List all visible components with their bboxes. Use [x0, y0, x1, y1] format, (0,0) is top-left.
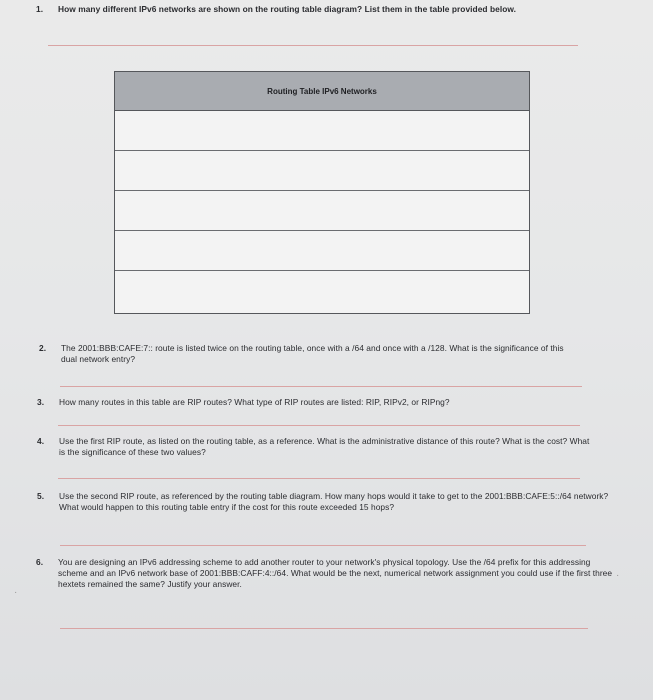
question-text: How many routes in this table are RIP routes? What type of RIP routes are listed: RIP, RIPv2, or RIPng?: [59, 397, 450, 407]
routing-table-row[interactable]: [115, 111, 529, 151]
answer-line: [60, 386, 582, 387]
question-text: How many different IPv6 networks are shown on the routing table diagram? List them in the table provided below.: [58, 4, 517, 14]
answer-line: [60, 545, 586, 546]
routing-table: [114, 71, 530, 314]
answer-line: [58, 425, 580, 426]
question-text: You are designing an IPv6 addressing scheme to add another router to your network's physical topology. Use the /64 prefix for this addressing scheme and an IPv6 network base of 2001:BBB:CAFF:4::/64. What would be the next, numerical network assignment you could use if the first three hextets remained the same? Justify your answer.: [58, 557, 613, 589]
question-text: Use the first RIP route, as listed on the routing table, as a reference. What is the administrative distance of this route? What is the cost? What is the significance of these two values?: [59, 436, 590, 457]
answer-line: [48, 45, 578, 46]
question-text: The 2001:BBB:CAFE:7:: route is listed twice on the routing table, once with a /64 and once with a /128. What is the significance of this dual network entry?: [61, 343, 564, 364]
question-text: Use the second RIP route, as referenced by the routing table diagram. How many hops would it take to get to the 2001:BBB:CAFE:5::/64 network? What would happen to this routing table entry if the cost for this route exceeded 15 hops?: [59, 491, 609, 512]
routing-table-row[interactable]: [115, 271, 529, 311]
stray-mark: ·: [616, 570, 620, 581]
question-number: 1.: [36, 4, 44, 14]
routing-table-row[interactable]: [115, 231, 529, 271]
answer-line: [60, 628, 588, 629]
question-number: 4.: [37, 436, 45, 446]
question-number: 3.: [37, 397, 45, 407]
stray-mark: ·: [14, 587, 18, 598]
routing-table-row[interactable]: [115, 191, 529, 231]
question-number: 6.: [36, 557, 44, 567]
answer-line: [58, 478, 580, 479]
routing-table-header: Routing Table IPv6 Networks: [115, 72, 529, 111]
question-number: 5.: [37, 491, 45, 501]
routing-table-row[interactable]: [115, 151, 529, 191]
question-number: 2.: [39, 343, 47, 353]
